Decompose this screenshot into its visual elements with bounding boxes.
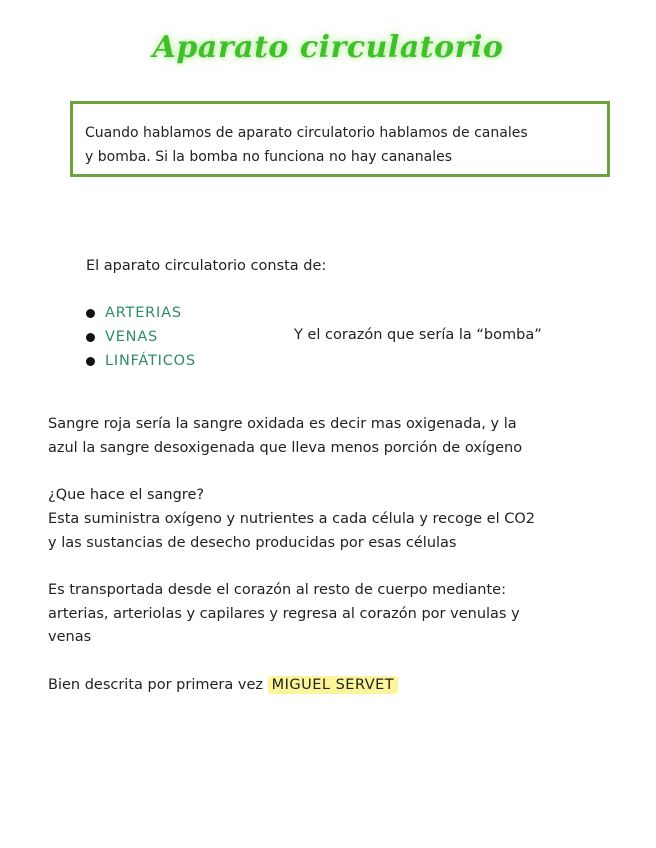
bullet-icon xyxy=(86,309,95,318)
list-item xyxy=(86,349,196,373)
list-item-label: ARTERIAS xyxy=(105,305,182,321)
transport-line-2: arterias, arteriolas y capilares y regresa al corazón por venulas y xyxy=(48,606,520,622)
page-title: Aparato circulatorio xyxy=(152,30,504,65)
blood-line-2: azul la sangre desoxigenada que lleva menos porción de oxígeno xyxy=(48,440,523,456)
highlighted-name: MIGUEL SERVET xyxy=(268,676,399,694)
list-item-label: VENAS xyxy=(105,329,159,345)
box-line-1: Cuando hablamos de aparato circulatorio hablamos de canales xyxy=(85,125,528,141)
transport-line-3: venas xyxy=(48,629,92,645)
transport-line-1: Es transportada desde el corazón al resto de cuerpo mediante: xyxy=(48,582,506,598)
function-line-2: y las sustancias de desecho producidas por esas células xyxy=(48,535,457,551)
bullet-icon xyxy=(86,357,95,366)
list-item-label: LINFÁTICOS xyxy=(105,353,196,369)
blood-line-1: Sangre roja sería la sangre oxidada es decir mas oxigenada, y la xyxy=(48,416,517,432)
components-list xyxy=(86,301,196,373)
intro-text: El aparato circulatorio consta de: xyxy=(86,258,327,274)
question-heading: ¿Que hace el sangre? xyxy=(48,487,205,503)
described-line xyxy=(48,673,398,697)
definition-box xyxy=(70,101,610,177)
title-area xyxy=(0,28,656,67)
list-item xyxy=(86,325,196,349)
box-line-2: y bomba. Si la bomba no funciona no hay cananales xyxy=(85,149,453,165)
heart-note: Y el corazón que sería la “bomba” xyxy=(294,327,542,343)
list-item xyxy=(86,301,196,325)
described-prefix: Bien descrita por primera vez xyxy=(48,677,268,693)
bullet-icon xyxy=(86,333,95,342)
function-line-1: Esta suministra oxígeno y nutrientes a cada célula y recoge el CO2 xyxy=(48,511,536,527)
